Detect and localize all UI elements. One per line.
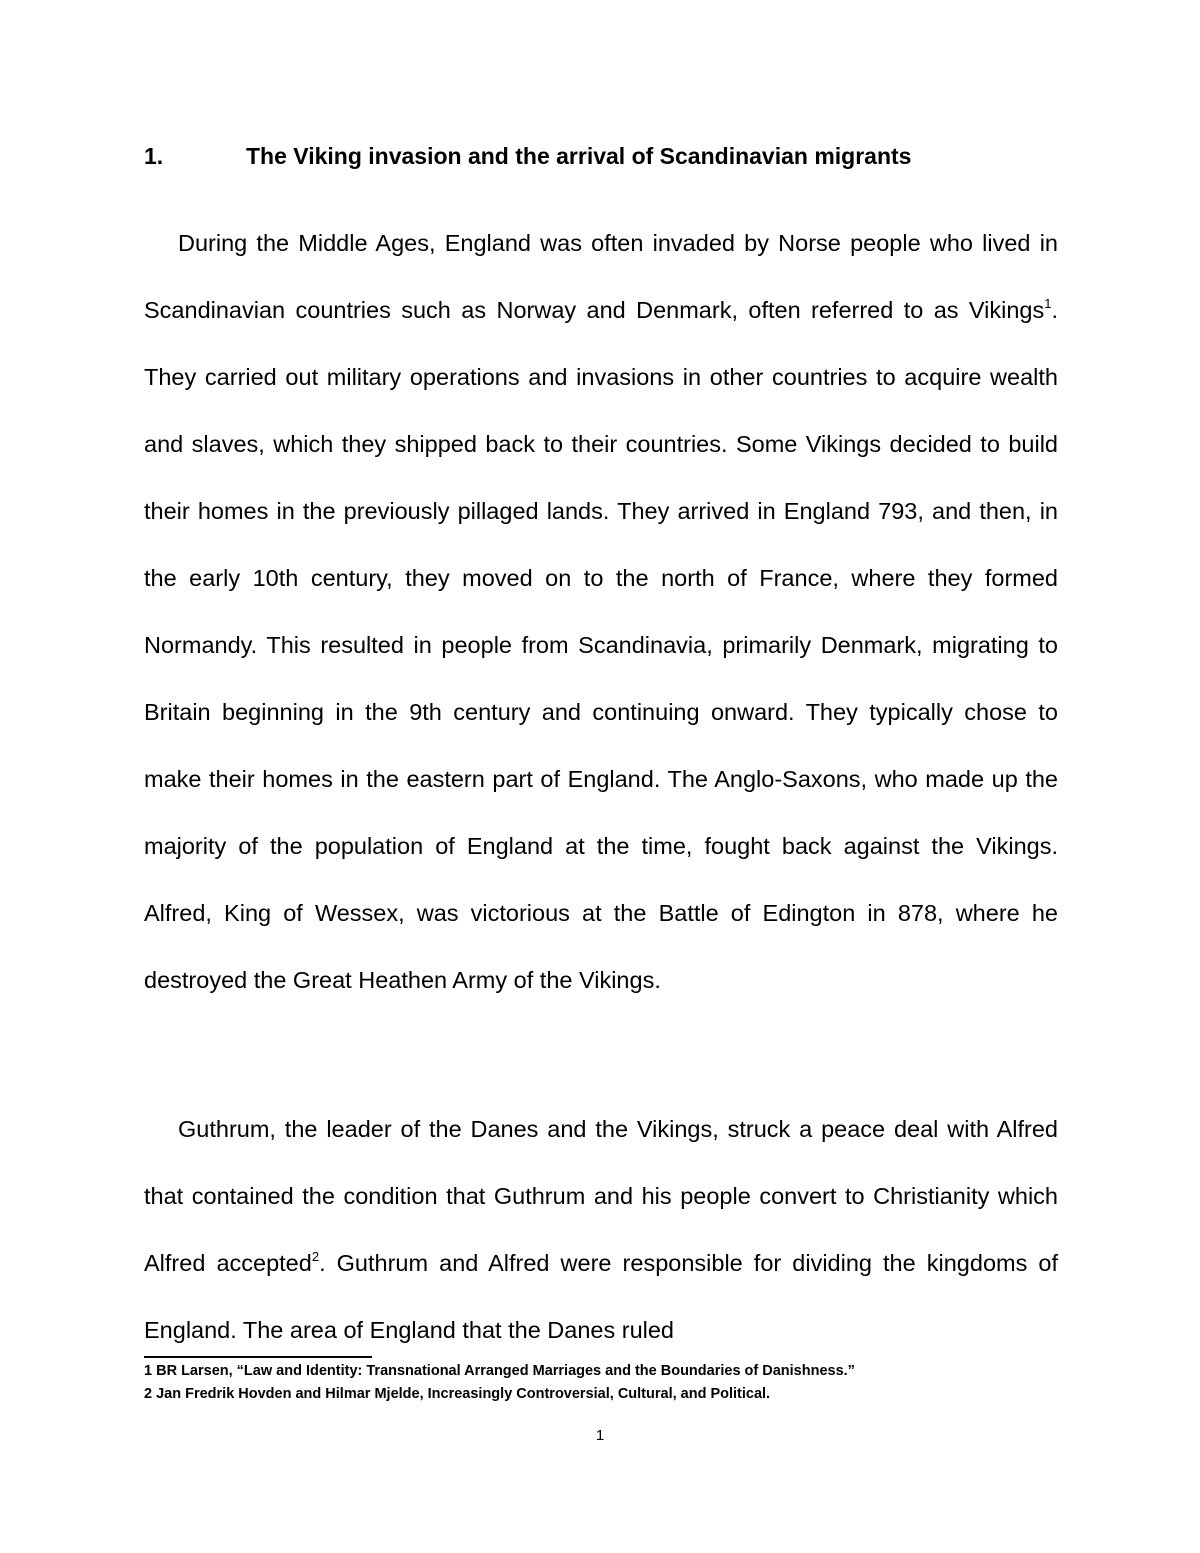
paragraph-2-text-b: . Guthrum and Alfred were responsible for dividing the kingdoms of England. The area of England that the Danes ruled — [144, 1250, 1058, 1343]
paragraph-2 — [144, 1096, 1058, 1364]
page-number: 1 — [595, 1427, 605, 1444]
footnote-ref-1: 1 — [1044, 296, 1052, 311]
footnote-ref-2: 2 — [311, 1249, 320, 1264]
footnote-1: 1 BR Larsen, “Law and Identity: Transnational Arranged Marriages and the Boundaries of Danishness.” — [144, 1363, 855, 1379]
section-heading — [144, 143, 1064, 170]
footnote-separator — [144, 1356, 372, 1358]
paragraph-1-text-a: During the Middle Ages, England was often invaded by Norse people who lived in Scandinavian countries such as Norway and Denmark, often referred to as Vikings — [144, 230, 1058, 323]
paragraph-1-text-b: . They carried out military operations and invasions in other countries to acquire wealth and slaves, which they shipped back to their countries. Some Vikings decided to build their homes in the previously pillaged lands. They arrived in England 793, and then, in the early 10th century, they moved on to the north of France, where they formed Normandy. This resulted in people from Scandinavia, primarily Denmark, migrating to Britain beginning in the 9th century and continuing onward. They typically chose to make their homes in the eastern part of England. The Anglo-Saxons, who made up the majority of the population of England at the time, fought back against the Vikings. Alfred, King of Wessex, was victorious at the Battle of Edington in 878, where he destroyed the Great Heathen Army of the Vikings. — [144, 297, 1058, 993]
paragraph-1 — [144, 210, 1058, 1014]
footnote-2: 2 Jan Fredrik Hovden and Hilmar Mjelde, Increasingly Controversial, Cultural, and Political. — [144, 1386, 771, 1402]
footnotes — [144, 1360, 1058, 1406]
section-title: The Viking invasion and the arrival of Scandinavian migrants — [246, 143, 912, 169]
paragraph-2-text-a: Guthrum, the leader of the Danes and the Vikings, struck a peace deal with Alfred that contained the condition that Guthrum and his people convert to Christianity which Alfred accepted — [144, 1116, 1058, 1276]
section-number: 1. — [144, 143, 164, 169]
